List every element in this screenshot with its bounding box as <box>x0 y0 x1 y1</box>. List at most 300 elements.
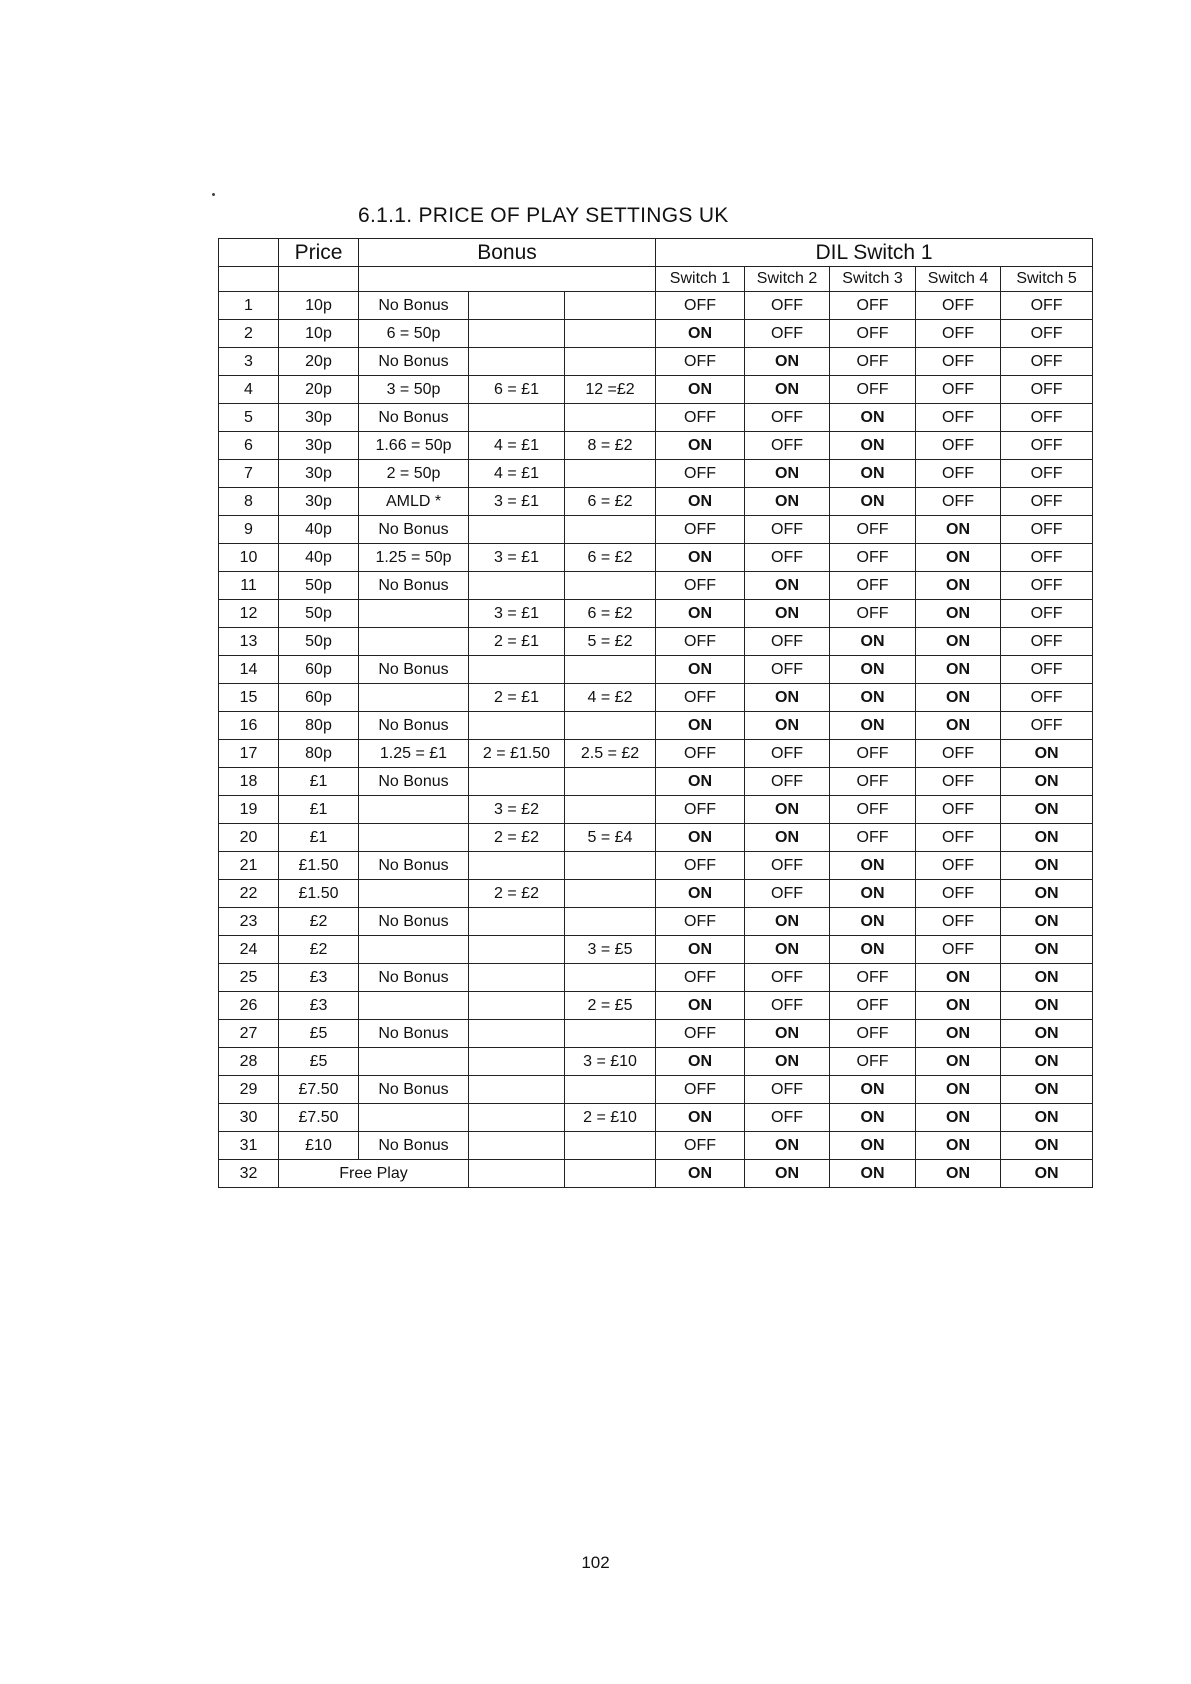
row-switch-4: ON <box>916 1076 1001 1104</box>
header-dil-switch: DIL Switch 1 <box>656 239 1093 267</box>
row-switch-2: OFF <box>745 1104 830 1132</box>
row-bonus-2 <box>469 320 565 348</box>
table-row <box>219 1020 1093 1048</box>
price-of-play-table <box>218 238 1093 1188</box>
row-switch-2: ON <box>745 1020 830 1048</box>
table-row <box>219 1048 1093 1076</box>
row-switch-2: ON <box>745 1132 830 1160</box>
row-switch-1: OFF <box>656 572 745 600</box>
row-switch-1: ON <box>656 992 745 1020</box>
row-switch-1: OFF <box>656 348 745 376</box>
row-switch-4: OFF <box>916 768 1001 796</box>
header-switch-2: Switch 2 <box>745 267 830 292</box>
row-bonus-3 <box>565 1020 656 1048</box>
row-price: 30p <box>279 460 359 488</box>
table-row <box>219 936 1093 964</box>
row-bonus-3: 6 = £2 <box>565 544 656 572</box>
table-row <box>219 432 1093 460</box>
table-row <box>219 1076 1093 1104</box>
row-bonus-3 <box>565 1160 656 1188</box>
row-bonus-2 <box>469 656 565 684</box>
row-switch-5: ON <box>1001 768 1093 796</box>
row-number: 11 <box>219 572 279 600</box>
row-switch-2: OFF <box>745 964 830 992</box>
row-price: £10 <box>279 1132 359 1160</box>
row-switch-3: ON <box>830 1132 916 1160</box>
row-switch-5: OFF <box>1001 712 1093 740</box>
row-switch-4: OFF <box>916 824 1001 852</box>
row-switch-2: OFF <box>745 992 830 1020</box>
row-number: 29 <box>219 1076 279 1104</box>
row-price: 40p <box>279 544 359 572</box>
table-row <box>219 348 1093 376</box>
header-price: Price <box>279 239 359 267</box>
row-bonus-1: No Bonus <box>359 516 469 544</box>
row-bonus-1 <box>359 796 469 824</box>
row-switch-2: ON <box>745 936 830 964</box>
row-switch-2: OFF <box>745 656 830 684</box>
row-price: Free Play <box>279 1160 469 1188</box>
header-switch-4: Switch 4 <box>916 267 1001 292</box>
row-switch-3: OFF <box>830 824 916 852</box>
row-number: 16 <box>219 712 279 740</box>
row-number: 1 <box>219 292 279 320</box>
header-switch-3: Switch 3 <box>830 267 916 292</box>
row-bonus-1: 3 = 50p <box>359 376 469 404</box>
table-row <box>219 572 1093 600</box>
row-number: 9 <box>219 516 279 544</box>
row-bonus-1: 1.25 = £1 <box>359 740 469 768</box>
row-bonus-3: 6 = £2 <box>565 600 656 628</box>
row-price: 60p <box>279 684 359 712</box>
row-price: 20p <box>279 348 359 376</box>
row-bonus-2: 3 = £2 <box>469 796 565 824</box>
table-row <box>219 376 1093 404</box>
row-bonus-1: No Bonus <box>359 1076 469 1104</box>
row-number: 18 <box>219 768 279 796</box>
row-switch-4: OFF <box>916 376 1001 404</box>
row-switch-1: OFF <box>656 964 745 992</box>
row-price: 30p <box>279 488 359 516</box>
row-switch-2: OFF <box>745 852 830 880</box>
row-price: £1.50 <box>279 852 359 880</box>
row-number: 32 <box>219 1160 279 1188</box>
header-blank <box>359 267 656 292</box>
row-bonus-2: 2 = £1.50 <box>469 740 565 768</box>
row-price: £1 <box>279 768 359 796</box>
row-switch-3: ON <box>830 852 916 880</box>
table-row <box>219 1132 1093 1160</box>
row-switch-3: OFF <box>830 376 916 404</box>
row-switch-3: ON <box>830 1104 916 1132</box>
row-price: 80p <box>279 712 359 740</box>
row-switch-3: ON <box>830 1160 916 1188</box>
row-number: 14 <box>219 656 279 684</box>
row-switch-3: OFF <box>830 516 916 544</box>
row-switch-4: ON <box>916 1104 1001 1132</box>
row-bonus-2: 3 = £1 <box>469 600 565 628</box>
row-bonus-3: 2 = £10 <box>565 1104 656 1132</box>
row-switch-2: OFF <box>745 1076 830 1104</box>
row-bonus-2 <box>469 404 565 432</box>
table-row <box>219 740 1093 768</box>
row-switch-5: OFF <box>1001 628 1093 656</box>
row-switch-1: OFF <box>656 404 745 432</box>
row-bonus-3 <box>565 768 656 796</box>
row-bonus-2 <box>469 852 565 880</box>
row-switch-3: OFF <box>830 768 916 796</box>
row-switch-1: OFF <box>656 292 745 320</box>
row-switch-1: ON <box>656 824 745 852</box>
row-switch-1: OFF <box>656 684 745 712</box>
table-row <box>219 796 1093 824</box>
row-number: 7 <box>219 460 279 488</box>
row-switch-1: ON <box>656 320 745 348</box>
row-number: 2 <box>219 320 279 348</box>
row-switch-4: ON <box>916 544 1001 572</box>
row-switch-3: ON <box>830 908 916 936</box>
row-price: 60p <box>279 656 359 684</box>
row-switch-3: OFF <box>830 1020 916 1048</box>
table-row <box>219 992 1093 1020</box>
row-switch-2: ON <box>745 348 830 376</box>
row-bonus-3 <box>565 880 656 908</box>
table-row <box>219 684 1093 712</box>
row-bonus-2 <box>469 1160 565 1188</box>
row-price: 30p <box>279 404 359 432</box>
row-bonus-1 <box>359 628 469 656</box>
row-switch-5: ON <box>1001 796 1093 824</box>
row-bonus-1 <box>359 992 469 1020</box>
row-bonus-3: 2 = £5 <box>565 992 656 1020</box>
row-switch-4: OFF <box>916 348 1001 376</box>
row-bonus-2 <box>469 1132 565 1160</box>
row-switch-1: ON <box>656 376 745 404</box>
row-switch-2: ON <box>745 1048 830 1076</box>
row-switch-3: OFF <box>830 964 916 992</box>
row-switch-5: ON <box>1001 1076 1093 1104</box>
table-row <box>219 964 1093 992</box>
row-number: 12 <box>219 600 279 628</box>
row-bonus-3 <box>565 908 656 936</box>
row-bonus-2 <box>469 768 565 796</box>
row-switch-4: OFF <box>916 320 1001 348</box>
row-bonus-3 <box>565 1076 656 1104</box>
row-bonus-1: No Bonus <box>359 572 469 600</box>
row-bonus-2: 6 = £1 <box>469 376 565 404</box>
row-switch-2: OFF <box>745 432 830 460</box>
row-bonus-3: 3 = £10 <box>565 1048 656 1076</box>
row-switch-1: ON <box>656 936 745 964</box>
row-switch-5: OFF <box>1001 600 1093 628</box>
row-price: £1.50 <box>279 880 359 908</box>
row-price: £5 <box>279 1048 359 1076</box>
row-number: 22 <box>219 880 279 908</box>
row-switch-5: ON <box>1001 964 1093 992</box>
header-switch-5: Switch 5 <box>1001 267 1093 292</box>
row-switch-2: OFF <box>745 516 830 544</box>
table-row <box>219 600 1093 628</box>
row-switch-5: ON <box>1001 852 1093 880</box>
row-switch-3: OFF <box>830 796 916 824</box>
row-bonus-3: 12 =£2 <box>565 376 656 404</box>
row-price: 20p <box>279 376 359 404</box>
row-number: 24 <box>219 936 279 964</box>
row-switch-4: ON <box>916 1132 1001 1160</box>
row-bonus-2 <box>469 1104 565 1132</box>
row-bonus-3 <box>565 852 656 880</box>
row-switch-1: ON <box>656 768 745 796</box>
header-blank <box>219 239 279 267</box>
row-switch-5: OFF <box>1001 488 1093 516</box>
row-switch-1: ON <box>656 880 745 908</box>
row-switch-2: OFF <box>745 404 830 432</box>
row-bonus-3 <box>565 796 656 824</box>
row-bonus-1: 2 = 50p <box>359 460 469 488</box>
row-switch-2: OFF <box>745 880 830 908</box>
row-switch-3: ON <box>830 460 916 488</box>
row-bonus-1 <box>359 1048 469 1076</box>
row-switch-4: OFF <box>916 460 1001 488</box>
table-row <box>219 824 1093 852</box>
row-switch-3: OFF <box>830 348 916 376</box>
row-bonus-3 <box>565 656 656 684</box>
row-price: £2 <box>279 936 359 964</box>
row-switch-4: OFF <box>916 404 1001 432</box>
row-switch-3: OFF <box>830 1048 916 1076</box>
row-number: 25 <box>219 964 279 992</box>
row-bonus-1: 1.25 = 50p <box>359 544 469 572</box>
row-switch-5: OFF <box>1001 320 1093 348</box>
row-switch-1: ON <box>656 544 745 572</box>
row-switch-2: ON <box>745 908 830 936</box>
row-bonus-1: No Bonus <box>359 712 469 740</box>
row-switch-1: ON <box>656 1048 745 1076</box>
row-price: 50p <box>279 572 359 600</box>
row-number: 23 <box>219 908 279 936</box>
row-bonus-3: 3 = £5 <box>565 936 656 964</box>
row-bonus-3 <box>565 460 656 488</box>
row-price: 80p <box>279 740 359 768</box>
row-switch-4: OFF <box>916 908 1001 936</box>
row-switch-5: ON <box>1001 1020 1093 1048</box>
header-blank <box>279 267 359 292</box>
row-bonus-1: 1.66 = 50p <box>359 432 469 460</box>
row-number: 28 <box>219 1048 279 1076</box>
row-switch-1: OFF <box>656 628 745 656</box>
row-bonus-3 <box>565 348 656 376</box>
row-number: 6 <box>219 432 279 460</box>
row-switch-2: OFF <box>745 628 830 656</box>
row-price: 30p <box>279 432 359 460</box>
row-switch-4: ON <box>916 572 1001 600</box>
row-switch-4: OFF <box>916 488 1001 516</box>
stray-mark <box>212 193 215 196</box>
row-switch-4: ON <box>916 656 1001 684</box>
row-switch-3: ON <box>830 1076 916 1104</box>
row-switch-4: OFF <box>916 740 1001 768</box>
row-number: 26 <box>219 992 279 1020</box>
row-price: £5 <box>279 1020 359 1048</box>
row-price: £7.50 <box>279 1104 359 1132</box>
row-number: 30 <box>219 1104 279 1132</box>
row-switch-5: ON <box>1001 1132 1093 1160</box>
header-row-switches <box>219 267 1093 292</box>
row-switch-1: ON <box>656 712 745 740</box>
row-bonus-1: No Bonus <box>359 292 469 320</box>
row-switch-4: ON <box>916 628 1001 656</box>
row-bonus-2: 2 = £2 <box>469 880 565 908</box>
header-bonus: Bonus <box>359 239 656 267</box>
row-bonus-3 <box>565 404 656 432</box>
row-bonus-2: 4 = £1 <box>469 460 565 488</box>
row-price: 50p <box>279 628 359 656</box>
row-switch-2: OFF <box>745 544 830 572</box>
row-bonus-2: 2 = £1 <box>469 628 565 656</box>
row-switch-1: OFF <box>656 1020 745 1048</box>
header-switch-1: Switch 1 <box>656 267 745 292</box>
row-price: 10p <box>279 320 359 348</box>
row-switch-5: OFF <box>1001 460 1093 488</box>
row-price: £7.50 <box>279 1076 359 1104</box>
row-bonus-2 <box>469 348 565 376</box>
row-bonus-3 <box>565 964 656 992</box>
row-bonus-2 <box>469 992 565 1020</box>
row-switch-5: ON <box>1001 1048 1093 1076</box>
row-price: £1 <box>279 796 359 824</box>
row-bonus-3: 5 = £4 <box>565 824 656 852</box>
row-switch-5: OFF <box>1001 376 1093 404</box>
row-switch-2: ON <box>745 376 830 404</box>
row-bonus-1: No Bonus <box>359 348 469 376</box>
page-title: 6.1.1. PRICE OF PLAY SETTINGS UK <box>358 204 729 227</box>
row-switch-1: OFF <box>656 460 745 488</box>
row-switch-1: ON <box>656 1104 745 1132</box>
row-switch-5: OFF <box>1001 544 1093 572</box>
row-number: 31 <box>219 1132 279 1160</box>
row-switch-3: OFF <box>830 544 916 572</box>
row-bonus-2 <box>469 292 565 320</box>
row-switch-5: ON <box>1001 992 1093 1020</box>
row-switch-2: OFF <box>745 320 830 348</box>
table-row <box>219 460 1093 488</box>
row-switch-3: OFF <box>830 740 916 768</box>
row-bonus-2: 4 = £1 <box>469 432 565 460</box>
row-switch-3: OFF <box>830 572 916 600</box>
row-bonus-3: 5 = £2 <box>565 628 656 656</box>
row-switch-4: ON <box>916 712 1001 740</box>
row-switch-3: OFF <box>830 992 916 1020</box>
table-row <box>219 544 1093 572</box>
row-switch-3: ON <box>830 684 916 712</box>
row-switch-3: ON <box>830 488 916 516</box>
row-switch-1: OFF <box>656 796 745 824</box>
row-switch-1: ON <box>656 600 745 628</box>
row-switch-5: OFF <box>1001 292 1093 320</box>
row-switch-4: ON <box>916 1160 1001 1188</box>
row-bonus-3 <box>565 572 656 600</box>
row-bonus-1 <box>359 880 469 908</box>
row-bonus-3: 4 = £2 <box>565 684 656 712</box>
table-row <box>219 908 1093 936</box>
row-number: 3 <box>219 348 279 376</box>
row-bonus-2: 2 = £1 <box>469 684 565 712</box>
row-bonus-2 <box>469 908 565 936</box>
row-switch-2: ON <box>745 796 830 824</box>
table-row <box>219 852 1093 880</box>
row-switch-3: ON <box>830 432 916 460</box>
row-switch-4: OFF <box>916 880 1001 908</box>
table-row <box>219 880 1093 908</box>
row-switch-2: ON <box>745 1160 830 1188</box>
table-row <box>219 628 1093 656</box>
row-switch-3: OFF <box>830 292 916 320</box>
row-price: £1 <box>279 824 359 852</box>
row-bonus-1: No Bonus <box>359 1020 469 1048</box>
row-switch-2: ON <box>745 460 830 488</box>
table-row <box>219 656 1093 684</box>
row-switch-5: OFF <box>1001 656 1093 684</box>
row-bonus-2 <box>469 936 565 964</box>
row-switch-2: ON <box>745 712 830 740</box>
row-switch-4: ON <box>916 964 1001 992</box>
row-number: 10 <box>219 544 279 572</box>
row-bonus-2 <box>469 1076 565 1104</box>
row-switch-5: ON <box>1001 824 1093 852</box>
row-bonus-1 <box>359 684 469 712</box>
table-row <box>219 712 1093 740</box>
row-price: 10p <box>279 292 359 320</box>
row-price: 50p <box>279 600 359 628</box>
row-switch-5: ON <box>1001 1104 1093 1132</box>
row-switch-2: OFF <box>745 768 830 796</box>
row-switch-1: OFF <box>656 1076 745 1104</box>
row-switch-5: ON <box>1001 880 1093 908</box>
row-number: 27 <box>219 1020 279 1048</box>
row-switch-2: OFF <box>745 292 830 320</box>
row-bonus-3 <box>565 712 656 740</box>
row-switch-1: ON <box>656 656 745 684</box>
row-bonus-3 <box>565 292 656 320</box>
row-price: £2 <box>279 908 359 936</box>
row-switch-4: OFF <box>916 936 1001 964</box>
row-switch-3: ON <box>830 880 916 908</box>
row-switch-3: ON <box>830 404 916 432</box>
row-bonus-1: No Bonus <box>359 404 469 432</box>
row-number: 17 <box>219 740 279 768</box>
table-row <box>219 488 1093 516</box>
row-bonus-2: 2 = £2 <box>469 824 565 852</box>
row-number: 4 <box>219 376 279 404</box>
row-switch-5: ON <box>1001 1160 1093 1188</box>
row-switch-5: OFF <box>1001 432 1093 460</box>
row-switch-4: OFF <box>916 796 1001 824</box>
row-bonus-3 <box>565 516 656 544</box>
table-row <box>219 292 1093 320</box>
table-row <box>219 404 1093 432</box>
row-number: 21 <box>219 852 279 880</box>
row-bonus-2 <box>469 572 565 600</box>
row-switch-1: OFF <box>656 1132 745 1160</box>
row-bonus-2 <box>469 1048 565 1076</box>
header-row-main <box>219 239 1093 267</box>
row-switch-3: ON <box>830 712 916 740</box>
row-switch-2: OFF <box>745 740 830 768</box>
row-price: £3 <box>279 964 359 992</box>
row-number: 13 <box>219 628 279 656</box>
row-switch-3: ON <box>830 628 916 656</box>
row-bonus-1 <box>359 824 469 852</box>
